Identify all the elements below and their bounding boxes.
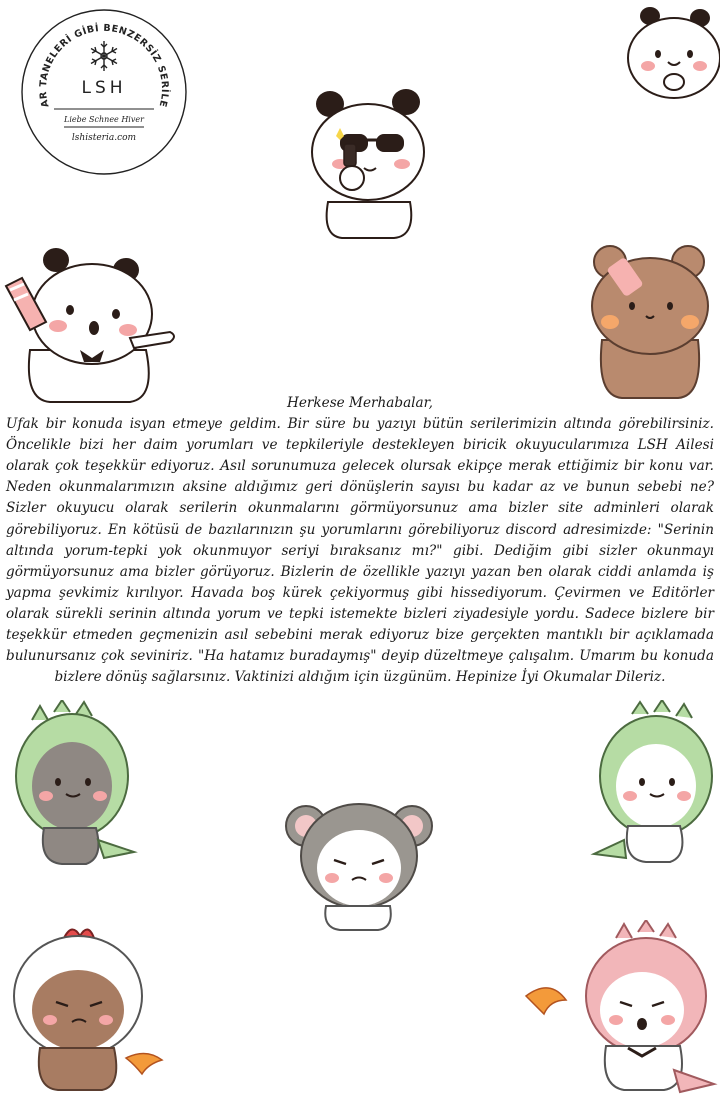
mouse-costume-sticker [284, 796, 434, 934]
panda-peeking-sticker [614, 2, 720, 100]
lsh-logo [20, 8, 188, 176]
brown-bear-sticker [580, 240, 720, 400]
pink-dino-sticker [524, 920, 720, 1096]
message-letter [6, 393, 714, 688]
panda-pointing-sticker [0, 238, 180, 404]
snowflake-icon [91, 41, 117, 71]
letter-body: Ufak bir konuda isyan etmeye geldim. Bir süre bu yazıyı bütün serilerimizin altında görebilirsiniz. Öncelikle bizi her daim yorumları ve tepkileriyle destekleyen biricik okuyucularımıza LSH Ailesi olarak çok teşekkür ediyoruz. Asıl sorunumuza gelecek olursak ekipçe merak ettiğimiz bir konu var. Neden okunmalarımızın aksine aldığımız geri dönüşlerin sayısı bu kadar az ve bunun sebebi ne? Sizler okuyucu olarak serilerin okunmalarını görmüyorsunuz ama bizler site adminleri olarak görebiliyoruz. En kötüsü de bazılarınızın şu yorumlarını görebiliyoruz discord adresimizde: "Serinin altında yorum-tepki yok okunmuyor seriyi bıraksanız mı?" gibi. Dediğim gibi sizler okunmayı görmüyorsunuz ama bizler görüyoruz. Bizlerin de özellikle yazıyı yazan ben olarak ciddi anlamda iş yapma şevkimiz kırılıyor. Havada boş kürek çekiyormuş gibi hissediyorum. Çevirmen ve Editörler olarak sürekli serinin altında yorum ve tepki istemekte bizleri ziyadesiyle yordu. Sadece bizlere bir teşekkür etmeden geçmenizin asıl sebebini merak ediyoruz bize gerçekten mantıklı bir açıklamada bulunursanız çok seviniriz. "Ha hatamız buradaymış" deyip düzeltmeye çalışalım. Umarım bu konuda bizlere dönüş sağlarsınız. Vaktinizi aldığım için üzgünüm. Hepinize İyi Okumalar Dileriz. [6, 416, 714, 686]
chick-costume-sticker [6, 922, 166, 1094]
logo-ring-text: AR TANELERİ GİBİ BENZERSİZ SERİLE [37, 22, 171, 109]
white-cat-dino-sticker [588, 700, 716, 866]
logo-site: lshisteria.com [71, 133, 137, 143]
logo-brand: LSH [81, 78, 127, 98]
panda-sunglasses-sticker [300, 82, 440, 242]
letter-greeting: Herkese Merhabalar, [287, 395, 433, 411]
grey-cat-dino-sticker [10, 700, 140, 868]
logo-tagline: Liebe Schnee Hiver [64, 115, 144, 124]
